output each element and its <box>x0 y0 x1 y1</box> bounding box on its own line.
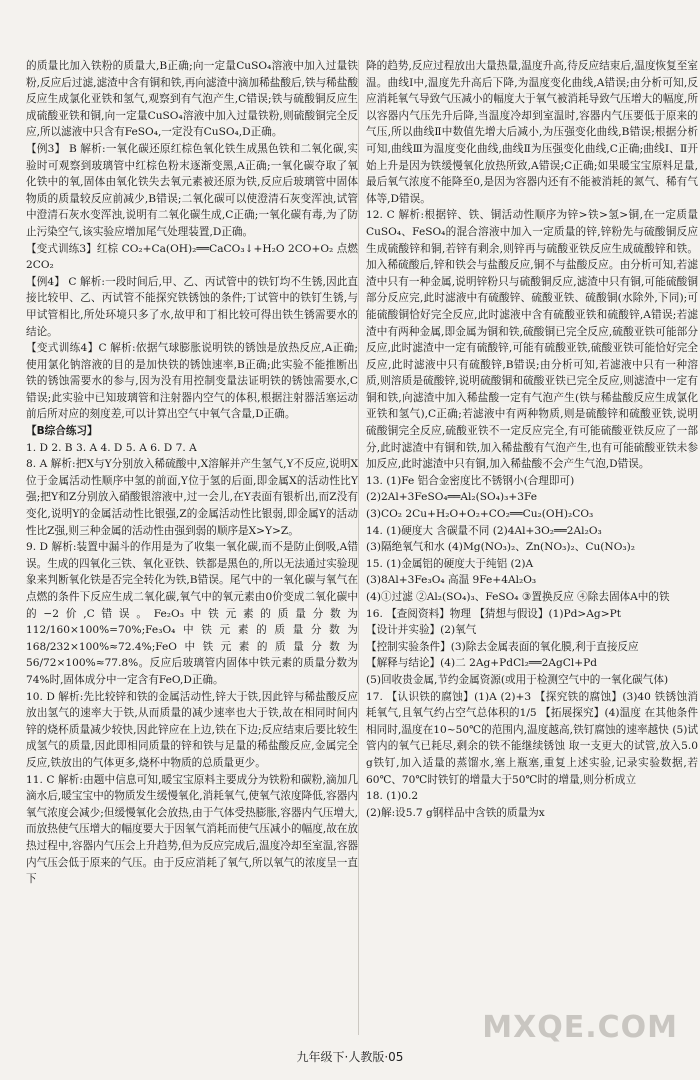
answer-paragraph: 【控制实验条件】(3)除去金属表面的氧化膜,利于直接反应 <box>366 640 639 653</box>
answer-paragraph: (2)2Al+3FeSO₄══Al₂(SO₄)₃+3Fe <box>366 491 538 504</box>
answer-paragraph: (4)①过滤 ②Al₂(SO₄)₃、FeSO₄ ③置换反应 ④除去固体A中的铁 <box>366 591 670 603</box>
answer-paragraph: 14. (1)硬度大 含碳量不同 (2)4Al+3O₂══2Al₂O₃ <box>366 524 602 537</box>
left-column <box>26 58 358 888</box>
answer-paragraph: 17. 【认识铁的腐蚀】(1)A (2)+3 【探究铁的腐蚀】(3)40 铁锈蚀消耗氧气,且氧气约占空气总体积的1/5 【拓展探究】(4)温度 在其他条件相同时,温度在10~50℃的范围内,温度越高,铁钉腐蚀的速率越快 (5)试管内的氧气已耗尽,剩余的铁不能继续锈蚀 取一支更大的试管,放入5.0 g铁钉,加入适量的蒸馏水,塞上瓶塞,重复上述实验,记录实验数据,若60℃、70℃时铁钉的增量大于50℃时的增量,则分析成立 <box>366 690 698 786</box>
answer-paragraph: 15. (1)金属铝的硬度大于纯铝 (2)A <box>366 557 534 570</box>
answer-paragraph: 11. C 解析:由题中信息可知,暖宝宝原料主要成分为铁粉和碳粉,滴加几滴水后,暖宝宝中的物质发生缓慢氧化,消耗氧气,使氧气浓度降低,容器内氧气浓度会减少;但缓慢氧化会放热,由于气体受热膨胀,容器内气压增大,而放热使气压增大的幅度要大于因氧气消耗而使气压减小的幅度,故在放热过程中,容器内气压会上升趋势,但为反应完成后,温度冷却至室温,容器内气压会低于原来的气压。由于反应消耗了氧气,所以氧气的浓度呈一直下 <box>26 773 358 886</box>
answer-paragraph: 【变式训练3】红棕 CO₂+Ca(OH)₂══CaCO₃↓+H₂O 2CO+O₂ 点燃 2CO₂ <box>26 242 358 272</box>
watermark: MXQE.COM <box>482 1010 678 1045</box>
answer-paragraph: 16. 【查阅资料】物理 【猜想与假设】(1)Pd>Ag>Pt <box>366 607 621 620</box>
answer-paragraph: (3)隔绝氧气和水 (4)Mg(NO₃)₂、Zn(NO₃)₂、Cu(NO₃)₂ <box>366 541 636 554</box>
answer-paragraph: 1. D 2. B 3. A 4. D 5. A 6. D 7. A <box>26 441 197 454</box>
answer-paragraph: 的质量比加入铁粉的质量大,B正确;向一定量CuSO₄溶液中加入过量铁粉,反应后过滤,滤渣中含有铜和铁,再向滤渣中滴加稀盐酸后,铁与稀盐酸反应生成氯化亚铁和氢气,观察到有气泡产生,C错误;铁与硫酸铜反应生成硫酸亚铁和铜,向一定量CuSO₄溶液中加入过量铁粉,则硫酸铜完全反应,所以滤液中只含有FeSO₄,一定没有CuSO₄,D正确。 <box>26 60 358 139</box>
answer-paragraph: 12. C 解析:根据锌、铁、铜活动性顺序为锌>铁>氢>铜,在一定质量CuSO₄、FeSO₄的混合溶液中加入一定质量的锌,锌粉先与硫酸铜反应生成硫酸锌和铜,若锌有剩余,则锌再与硫酸亚铁反应生成硫酸锌和铁。加入稀硫酸后,锌和铁会与盐酸反应,铜不与盐酸反应。由分析可知,若滤渣中只有一种金属,说明锌粉只与硫酸铜反应,滤渣中只有铜,可能硫酸铜部分反应完,此时滤液中有硫酸锌、硫酸亚铁、硫酸铜(水除外,下同);可能硫酸铜恰好完全反应,此时滤液中含有硫酸亚铁和硫酸锌,A错误;若滤渣中有两种金属,即金属为铜和铁,硫酸铜已完全反应,硫酸亚铁可能部分反应,此时滤渣中一定有硫酸锌,可能有硫酸亚铁,硫酸亚铁可能恰好完全反应,此时滤液中只有硫酸锌,B错误;由分析可知,若滤液中只有一种溶质,则溶质是硫酸锌,说明硫酸铜和硫酸亚铁已完全反应,则滤渣中一定有铜和铁,向滤渣中加入稀盐酸一定有气泡产生(铁与稀盐酸反应生成氯化亚铁和氢气),C正确;若滤液中有两种物质,则是硫酸锌和硫酸亚铁,说明硫酸铜完全反应,硫酸亚铁不一定反应完全,有可能硫酸亚铁反应了一部分,此时滤渣中有铜和铁,加入稀盐酸有气泡产生,也有可能硫酸亚铁未参加反应,此时滤渣中只有铜,加入稀盐酸不会产生气泡,D错误。 <box>366 209 698 471</box>
answer-paragraph: (5)回收贵金属,节约金属资源(或用于检测空气中的一氧化碳气体) <box>366 673 669 686</box>
answer-paragraph: (3)CO₂ 2Cu+H₂O+O₂+CO₂══Cu₂(OH)₂CO₃ <box>366 508 594 521</box>
answer-paragraph: 8. A 解析:把X与Y分别放入稀硫酸中,X溶解并产生氢气,Y不反应,说明X位于金属活动性顺序中氢的前面,Y位于氢的后面,即金属X的活动性比Y强;把Y和Z分别放入硝酸银溶液中,过一会儿,在Y表面有银析出,而Z没有变化,说明Y的金属活动性比银强,Z的金属活动性比银弱,即金属Y的活动性比Z强,则三种金属的活动性由强到弱的顺序是X>Y>Z。 <box>26 458 358 537</box>
column-divider <box>358 60 359 1035</box>
answer-paragraph: 【例3】 B 解析:一氧化碳还原红棕色氧化铁生成黑色铁和二氧化碳,实验时可观察到玻璃管中红棕色粉末逐渐变黑,A正确;一氧化碳夺取了氧化铁中的氧,固体由氧化铁失去氧元素被还原为铁,反应后玻璃管中固体物质的质量较反应前减少,B错误;二氧化碳可以使澄清石灰变浑浊,试管中澄清石灰水变浑浊,说明有二氧化碳生成,C正确;一氧化碳有毒,为了防止污染空气,该实验应增加尾气处理装置,D正确。 <box>26 142 358 238</box>
answer-paragraph: 9. D 解析:装置中漏斗的作用是为了收集一氧化碳,而不是防止倒吸,A错误。生成的四氧化三铁、氧化亚铁、铁都是黑色的,所以无法通过实验现象来判断氧化铁是否完全转化为铁,B错误。尾气中的一氧化碳与氧气在点燃的条件下反应生成二氧化碳,氧气中的氧元素由0价变成二氧化碳中的−2价,C错误。Fe₂O₃中铁元素的质量分数为112/160×100%=70%;Fe₃O₄中铁元素的质量分数为168/232×100%≈72.4%;FeO中铁元素的质量分数为56/72×100%≈77.8%。反应后玻璃管内固体中铁元素的质量分数为74%时,固体成分中一定含有FeO,D正确。 <box>26 541 358 686</box>
page-footer: 九年级下·人教版·05 <box>296 1050 404 1064</box>
answer-paragraph: 【解释与结论】(4)二 2Ag+PdCl₂══2AgCl+Pd <box>366 657 598 670</box>
answer-paragraph: 【设计并实验】(2)氧气 <box>366 624 477 637</box>
answer-paragraph: 13. (1)Fe 铝合金密度比不锈钢小(合理即可) <box>366 474 575 487</box>
answer-paragraph: 【变式训练4】C 解析:依据气球膨胀说明铁的锈蚀是放热反应,A正确;使用氯化钠溶液的目的是加快铁的锈蚀速率,B正确;此实验不能推断出铁的锈蚀需要水的参与,因为没有用控制变量法证明铁的锈蚀需要水,C错误;此实验中已知玻璃管和注射器内空气的体积,根据注射器活塞运动前后所对应的刻度差,可以计算出空气中氧气含量,D正确。 <box>26 342 358 421</box>
answer-paragraph: 【例4】 C 解析:一段时间后,甲、乙、丙试管中的铁钉均不生锈,因此直接比较甲、乙、丙试管不能探究铁锈蚀的条件;丁试管中的铁钉生锈,与甲试管相比,所处环境只多了水,故甲和丁相比较可得出铁生锈需要水的结论。 <box>26 275 358 338</box>
section-heading: 【B综合练习】 <box>26 425 98 438</box>
answer-paragraph: (3)8Al+3Fe₃O₄ 高温 9Fe+4Al₂O₃ <box>366 574 537 587</box>
right-column <box>366 58 698 821</box>
answer-paragraph: 18. (1)0.2 <box>366 790 419 803</box>
answer-paragraph: 10. D 解析:先比较锌和铁的金属活动性,锌大于铁,因此锌与稀盐酸反应放出氢气的速率大于铁,从而质量的减少速率也大于铁,故在相同时间内锌的烧杯质量减少较快,因此锌应在上边,铁在下边;反应结束后要比较生成氢气的质量,因此即相同质量的锌和铁与足量的稀盐酸反应,金属完全反应,铁放出的气体更多,烧杯中物质的总质量更少。 <box>26 690 358 769</box>
answer-paragraph: 降的趋势,反应过程放出大量热量,温度升高,待反应结束后,温度恢复至室温。曲线Ⅰ中,温度先升高后下降,为温度变化曲线,A错误;由分析可知,反应消耗氧气导致气压减小的幅度大于氧气被消耗导致气压增大的幅度,所以容器内气压先升后降,当温度冷却到室温时,容器内气压要低于原来的气压,所以曲线Ⅱ中数值先增大后减小,为压强变化曲线,B错误;根据分析可知,曲线Ⅲ为温度变化曲线,曲线Ⅱ为压强变化曲线,C正确;曲线Ⅰ、Ⅱ开始上升是因为铁缓慢氧化放热所致,A错误;C正确;如果暖宝宝原料足量,最后氧气浓度不能降至0,是因为容器内还有不能被消耗的氮气、稀有气体等,D错误。 <box>366 60 698 205</box>
answer-paragraph: (2)解:设5.7 g钢样品中含铁的质量为x <box>366 806 545 819</box>
